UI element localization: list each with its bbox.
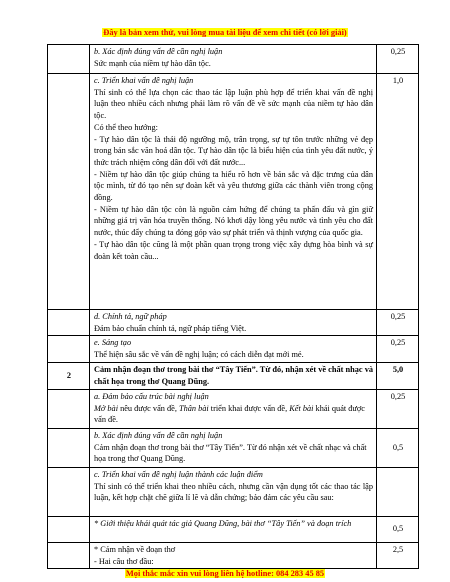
criterion-body: Sức mạnh của niềm tự hào dân tộc. — [94, 58, 211, 68]
criterion-extra: - Niềm tự hào dân tộc còn là nguồn cảm hứng để chúng ta phấn đấu và gìn giữ những giá trị văn hóa truyền thống. Nó khơi dậy lòng yêu nước và tình yêu cho đất nước, thúc đẩy chúng ta đóng góp vào sự phát triển và thịnh vượng của quốc gia. — [94, 204, 373, 238]
criterion-heading: b. Xác định đúng vấn đề cần nghị luận — [94, 430, 223, 440]
criterion-body: * Giới thiệu khái quát tác giả Quang Dũng, bài thơ “Tây Tiến” và đoạn trích — [90, 516, 377, 542]
hotline-banner: Mọi thắc mắc xin vui lòng liên hệ hotline: 084 283 45 85 — [125, 569, 325, 578]
criterion-heading: d. Chính tả, ngữ pháp — [94, 312, 167, 321]
table-row — [48, 389, 419, 428]
criterion-body: Mở bài nêu được vấn đề, Thân bài triển khai được vấn đề, Kết bài khái quát được vấn đề. — [94, 403, 365, 425]
criterion-extra: - Tự hào dân tộc cũng là một phần quan trọng trong việc xây dựng hòa bình và sự đoàn kết toàn cầu... — [94, 239, 373, 261]
score-cell: 0,25 — [377, 45, 419, 74]
criterion-body: Cảm nhận đoạn thơ trong bài thơ “Tây Tiến”. Từ đó nhận xét về chất nhạc và chất họa trong thơ Quang Dũng. — [94, 442, 367, 464]
score-cell — [377, 467, 419, 516]
score-cell: 0,25 — [377, 336, 419, 362]
preview-notice-banner: Đây là bản xem thử, vui lòng mua tài liệu để xem chi tiết (có lời giải) — [103, 28, 347, 37]
table-row — [48, 74, 419, 310]
criterion-heading: e. Sáng tạo — [94, 338, 132, 348]
criterion-body: Thí sinh có thể lựa chọn các thao tác lập luận phù hợp để triển khai vấn đề nghị luận theo nhiều cách nhưng phải làm rõ vấn đề về sức mạnh của niềm tự hào dân tộc. — [94, 87, 373, 121]
criterion-heading: b. Xác định đúng vấn đề cần nghị luận — [94, 47, 223, 56]
table-row — [48, 310, 419, 336]
criterion-body: Đảm bảo chuẩn chính tả, ngữ pháp tiếng Việt. — [94, 323, 247, 333]
score-cell: 0,5 — [377, 428, 419, 467]
question-prompt: Cảm nhận đoạn thơ trong bài thơ “Tây Tiến”. Từ đó, nhận xét về chất nhạc và chất họa trong thơ Quang Dũng. — [90, 362, 377, 389]
criterion-extra: - Niềm tự hào dân tộc giúp chúng ta hiểu rõ hơn về bản sắc và đặc trưng của dân tộc mình, từ đó tạo nên sự đoàn kết và yêu thương giữa các thành viên trong cộng đồng. — [94, 169, 373, 203]
table-row — [48, 467, 419, 516]
table-row — [48, 542, 419, 568]
table-row — [48, 428, 419, 467]
score-cell: 0,5 — [377, 516, 419, 542]
question-row — [48, 362, 419, 389]
criterion-heading: c. Triển khai vấn đề nghị luận — [94, 76, 194, 85]
criterion-heading: c. Triển khai vấn đề nghị luận thành các luận điểm — [94, 469, 263, 479]
criterion-body: Thí sinh có thể triển khai theo nhiều cách, nhưng cần vận dụng tốt các thao tác lập luận, kết hợp chặt chẽ giữa lí lẽ và dẫn chứng; bảo đảm các yêu cầu sau: — [94, 481, 373, 503]
table-row — [48, 336, 419, 362]
score-cell: 1,0 — [377, 74, 419, 310]
criterion-extra: - Tự hào dân tộc là thái độ ngưỡng mộ, trân trọng, sự tự tôn trước những vẻ đẹp trong bản sắc văn hoá dân tộc. Tự hào dân tộc là biểu hiện của tình yêu đất nước, ý thức trách nhiệm công dân đối với đất nước... — [94, 134, 373, 167]
criterion-heading: a. Đảm bảo cấu trúc bài nghị luận — [94, 391, 209, 401]
grading-table — [47, 44, 419, 569]
question-number: 2 — [48, 362, 90, 389]
table-row — [48, 516, 419, 542]
criterion-body: - Hai câu thơ đầu: — [94, 556, 154, 566]
question-score: 5,0 — [377, 362, 419, 389]
criterion-body: Thể hiện sâu sắc về vấn đề nghị luận; có cách diễn đạt mới mẻ. — [94, 350, 304, 360]
score-cell: 2,5 — [377, 542, 419, 568]
score-cell: 0,25 — [377, 389, 419, 428]
score-cell: 0,25 — [377, 310, 419, 336]
criterion-body: * Cảm nhận về đoạn thơ — [94, 544, 176, 554]
criterion-extra: Có thể theo hướng: — [94, 122, 158, 132]
table-row — [48, 45, 419, 74]
